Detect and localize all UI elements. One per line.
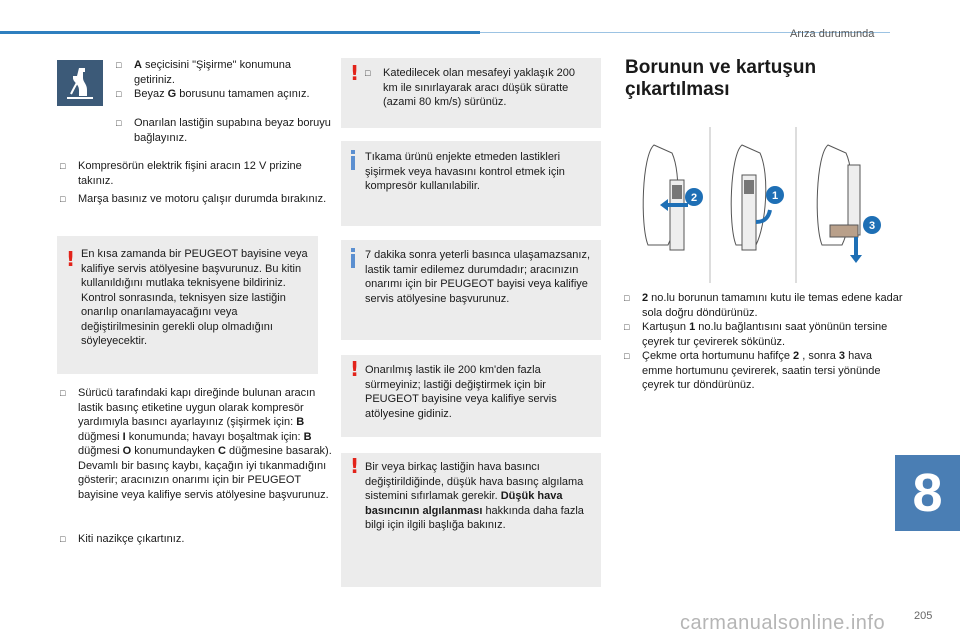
warning-icon: !	[66, 247, 76, 271]
bullet-marker-icon: □	[116, 60, 122, 70]
warning-text: Bir veya birkaç lastiğin hava basıncı değiştirildiğinde, düşük hava basınç algılama sistemini sıfırlamak gerekir. Düşük hava basıncının algılanması hakkında daha fazla bilgi için ilgili başlığa bakınız.	[365, 461, 584, 531]
bullet-white-hose: □ Beyaz G borusunu tamamen açınız.	[116, 88, 310, 100]
callout-1	[766, 186, 784, 204]
bullet-marker-icon: □	[60, 194, 66, 204]
bullet-connect-valve: □ Onarılan lastiğin supabına beyaz boruyu bağlayınız.	[116, 117, 331, 144]
bullet-marker-icon: □	[60, 161, 66, 171]
step-unscrew-cartridge: □ Kartuşun 1 no.lu bağlantısını saat yönünün tersine çeyrek tur çevirerek sökünüz.	[624, 321, 888, 348]
info-box-seven-minutes	[341, 240, 601, 340]
info-box-compressor	[341, 141, 601, 226]
callout-2	[685, 188, 703, 206]
header-rule	[0, 31, 480, 34]
warning-icon: !	[350, 454, 360, 478]
bullet-marker-icon: □	[116, 89, 122, 99]
info-icon	[351, 156, 355, 170]
warning-box-drive-speed	[341, 58, 601, 128]
compressor-hose-icon	[57, 60, 103, 106]
warning-icon: !	[350, 61, 360, 85]
warning-text: En kısa zamanda bir PEUGEOT bayisine veya kalifiye servis atölyesine başvurunuz. Bu kitin kullanıldığını mutlaka teknisyene bildiriniz. Kontrol sonrasında, teknisyen size lastiğin onarılıp onarılamayacağını veya değiştirilmesinin gerekli olup olmadığını söyleyecektir.	[81, 248, 308, 347]
callout-3	[863, 216, 881, 234]
info-text: Tıkama ürünü enjekte etmeden lastikleri şişirmek veya havasını kontrol etmek için kompresör kullanılabilir.	[365, 151, 565, 192]
cartridge-removal-illustration	[624, 125, 890, 285]
step-rotate-hose: □ 2 no.lu borunun tamamını kutu ile temas edene kadar sola doğru döndürünüz.	[624, 292, 903, 319]
warning-box-pressure-reset	[341, 453, 601, 587]
svg-text:2: 2	[690, 192, 698, 204]
bullet-marker-icon: □	[624, 293, 630, 303]
step-turn-hoses: □ Çekme orta hortumunu hafifçe 2 , sonra 3 hava emme hortumunu çevirerek, saatin tersi yönünde çeyrek tur döndürünüz.	[624, 350, 881, 391]
bullet-marker-icon: □	[365, 68, 371, 78]
bullet-compressor-plug: □ Kompresörün elektrik fişini aracın 12 V prizine takınız.	[60, 160, 302, 187]
info-icon	[351, 254, 355, 268]
bullet-marker-icon: □	[60, 388, 66, 398]
bullet-selector: □ A seçicisini "Şişirme" konumuna getiriniz.	[116, 59, 291, 86]
bullet-start-engine: □ Marşa basınız ve motoru çalışır durumda bırakınız.	[60, 193, 327, 205]
bullet-marker-icon: □	[624, 351, 630, 361]
bullet-marker-icon: □	[624, 322, 630, 332]
chapter-tab: 8	[895, 455, 960, 531]
page-number: 205	[914, 610, 933, 622]
bullet-remove-kit: □ Kiti nazikçe çıkartınız.	[60, 533, 185, 545]
warning-icon: !	[350, 357, 360, 381]
warning-text: □ Katedilecek olan mesafeyi yaklaşık 200 km ile sınırlayarak aracı düşük süratte (azami 80 km/s) sürünüz.	[365, 67, 575, 108]
watermark: carmanualsonline.info	[680, 612, 886, 634]
warning-box-repaired-tyre	[341, 355, 601, 437]
warning-text: Onarılmış lastik ile 200 km'den fazla sürmeyiniz; lastiği değiştirmek için bir PEUGEOT bayisine veya kalifiye servis atölyesine gidiniz.	[365, 364, 557, 420]
bullet-marker-icon: □	[116, 118, 122, 128]
svg-text:3: 3	[868, 220, 876, 232]
info-text: 7 dakika sonra yeterli basınca ulaşamazsanız, lastik tamir edilemez durumdadır; aracınızın onarımı için bir PEUGEOT bayisi veya kalifiye servis atölyesine başvurunuz.	[365, 249, 591, 305]
section-header: Arıza durumunda	[790, 28, 875, 40]
warning-box-dealer	[57, 236, 318, 374]
section-title: Borunun ve kartuşun çıkartılması	[625, 57, 817, 100]
svg-text:1: 1	[771, 190, 779, 202]
bullet-marker-icon: □	[60, 534, 66, 544]
bullet-adjust-pressure: □ Sürücü tarafındaki kapı direğinde bulunan aracın lastik basınç etiketine uygun olarak kompresör yardımıyla basıncı ayarlayınız (şişirmek için: B düğmesi I konumunda; havayı boşaltmak için: B düğmesi O konumundayken C düğmesine basarak). Devamlı bir basınç kaybı, kaçağın iyi tıkanmadığını gösterir; aracınızın onarımı için bir PEUGEOT bayisine veya kalifiye servis atölyesine başvurunuz.	[60, 387, 332, 501]
